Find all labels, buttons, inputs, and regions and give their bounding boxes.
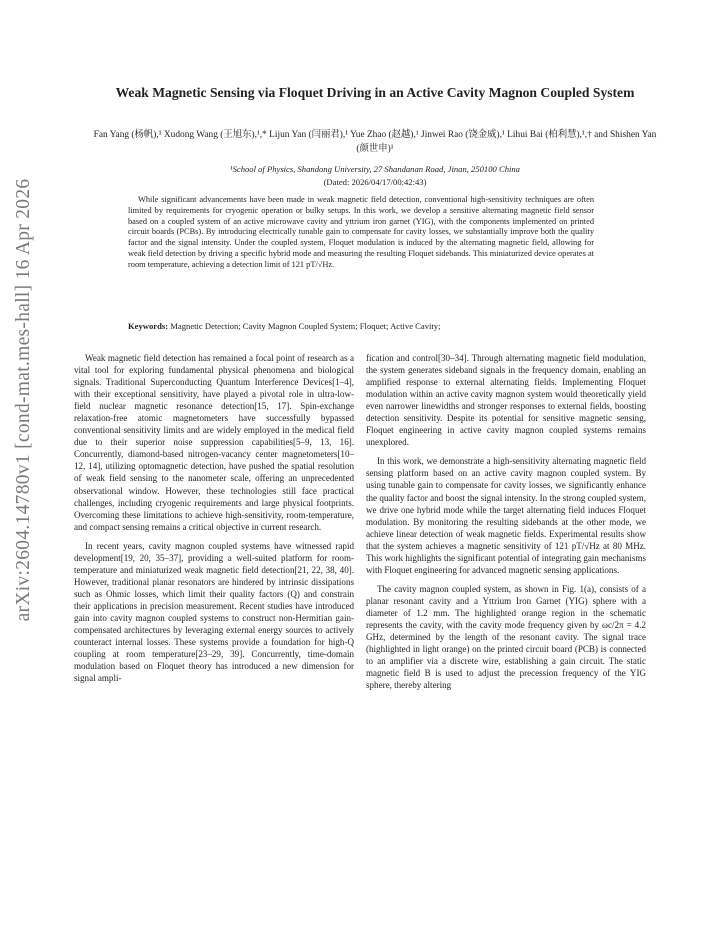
keywords-text: Magnetic Detection; Cavity Magnon Coupled System; Floquet; Active Cavity; (170, 321, 441, 331)
body-column-left (74, 352, 354, 691)
date-line: (Dated: 2026/04/17/00:42:43) (323, 177, 427, 187)
arxiv-identifier: arXiv:2604.14780v1 [cond-mat.mes-hall] 16 Apr 2026 (13, 178, 34, 622)
paragraph: Weak magnetic field detection has remained a focal point of research as a vital tool for exploring fundamental physical phenomena and biological signals. Traditional Superconducting Quantum Interference Devices[1–4], with their exceptional sensitivity, have played a pivotal role in ultra-low-field nuclear magnetic resonance detection[15, 17]. Spin-exchange relaxation-free atomic magnetometers have successfully bypassed conventional sensitivity limits and are widely employed in the medical field due to their superior noise suppression capabilities[5–9, 13, 16]. Concurrently, diamond-based nitrogen-vacancy center magnetometers[10–12, 14], utilizing optomagnetic detection, have pushed the spatial resolution of weak field sensing to the nanometer scale, offering an unprecedented observational window. However, these technologies still face practical challenges, including cryogenic requirements and large physical footprints. Overcoming these limitations to achieve high-sensitivity, room-temperature, and compact sensing remains a critical objective in current research. (74, 353, 354, 532)
keywords-label: Keywords: (128, 321, 169, 331)
author-list: Fan Yang (杨帆),¹ Xudong Wang (王旭东),¹,* Lijun Yan (闫丽君),¹ Yue Zhao (赵越),¹ Jinwei Rao (饶金威),¹ Lihui Bai (柏利慧),¹,† and Shishen Yan (颜世申)¹ (93, 130, 657, 154)
paper-title: Weak Magnetic Sensing via Floquet Driving in an Active Cavity Magnon Coupled System (115, 85, 635, 100)
paragraph: fication and control[30–34]. Through alternating magnetic field modulation, the system generates sideband signals in the frequency domain, enabling an amplified response to external alternating fields. Implementing Floquet modulation within an active cavity magnon system would theoretically yield even narrower linewidths and stronger responses to external fields, boosting detection sensitivity. Despite its potential for sensitive magnetic sensing, Floquet engineering in active cavity magnon coupled systems remains unexplored. (366, 353, 646, 448)
affiliation: ¹School of Physics, Shandong University, 27 Shandanan Road, Jinan, 250100 China (230, 164, 520, 174)
arxiv-sidebar (4, 150, 44, 650)
paragraph: In recent years, cavity magnon coupled systems have witnessed rapid development[19, 20, 35–37], providing a well-suited platform for room-temperature and miniaturized weak magnetic field detection[21, 22, 38, 40]. However, traditional planar resonators are hindered by intrinsic dissipations such as Ohmic losses, which limit their quality factors (Q) and constrain their applications in precision measurement. Recent studies have introduced gain into cavity magnon coupled systems to construct non-Hermitian gain-compensated architectures by leveraging external energy sources to actively counteract internal losses. These systems provide a foundation for high-Q coupling at room temperature[23–29, 39]. Concurrently, time-domain modulation based on Floquet theory has introduced a new dimension for signal ampli- (74, 540, 354, 684)
abstract: While significant advancements have been made in weak magnetic field detection, conventional high-sensitivity techniques are often limited by requirements for cryogenic operation or bulky setups. In this work, we develop a sensitive alternating magnetic field sensor based on a coupled system of an active microwave cavity and yttrium iron garnet (YIG), with the components implemented on printed circuit boards (PCBs). By introducing electrically tunable gain to compensate for cavity losses, we substantially improve both the quality factor and the signal intensity. Under the coupled system, Floquet modulation is induced by the alternating magnetic field, allowing for weak field detection by driving a specific hybrid mode and measuring the resulting Floquet sidebands. This miniaturized device operates at room temperature, achieving a detection limit of 121 pT/√Hz. (128, 195, 594, 269)
paragraph: The cavity magnon coupled system, as shown in Fig. 1(a), consists of a planar resonant cavity and a Yttrium Iron Garnet (YIG) sphere with a diameter of 1.2 mm. The highlighted orange region in the schematic represents the cavity, with the cavity mode frequency given by ωc/2π = 4.2 GHz, determined by the length of the resonant cavity. The signal trace (highlighted in light orange) on the printed circuit board (PCB) is connected to an amplifier via a discrete wire, establishing a gain circuit. The static magnetic field B is used to adjust the precession frequency of the YIG sphere, thereby altering (366, 583, 646, 691)
keywords (128, 321, 608, 331)
body-column-right (366, 352, 646, 698)
paragraph: In this work, we demonstrate a high-sensitivity alternating magnetic field sensing platform based on an active cavity magnon coupled system. By using tunable gain to compensate for cavity losses, we significantly enhance the quality factor and boost the signal intensity. In the strong coupled system, we drive one hybrid mode while the target alternating field induces Floquet modulation. By monitoring the resulting sidebands at the other mode, we achieve linear detection of weak magnetic fields. Experimental results show that the system achieves a magnetic sensitivity of 121 pT/√Hz at 80 MHz. This work highlights the significant potential of integrating gain mechanisms with Floquet engineering for advanced magnetic sensing applications. (366, 456, 646, 575)
